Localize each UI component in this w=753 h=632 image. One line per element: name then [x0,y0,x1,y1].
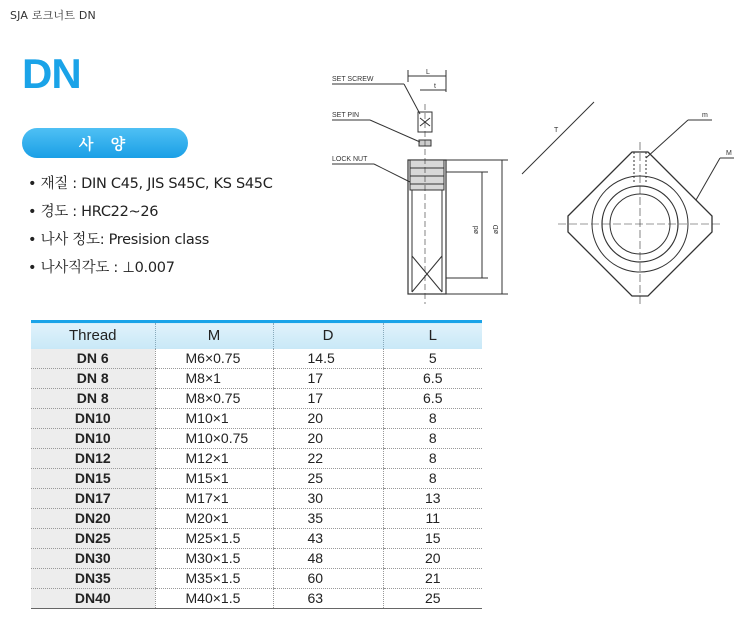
dim-d-label: ød [473,225,480,234]
cell-m: M15×1 [155,469,273,489]
table-row [31,369,482,389]
cell-m: M6×0.75 [155,349,273,369]
cell-thread: DN30 [31,549,155,569]
cell-l: 21 [383,569,482,589]
cell-m: M8×0.75 [155,389,273,409]
cell-l: 8 [383,469,482,489]
cell-thread: DN15 [31,469,155,489]
locknut-drawing [322,64,742,314]
cell-thread: DN17 [31,489,155,509]
table-row [31,569,482,589]
cell-m: M40×1.5 [155,589,273,609]
table-row [31,489,482,509]
cell-l: 6.5 [383,389,482,409]
column-header-thread: Thread [31,322,155,349]
cell-d: 60 [273,569,383,589]
cell-thread: DN12 [31,449,155,469]
table-header-row [31,322,482,349]
cell-m: M8×1 [155,369,273,389]
cell-l: 8 [383,409,482,429]
cell-l: 13 [383,489,482,509]
cell-l: 8 [383,429,482,449]
table-row [31,509,482,529]
cell-m: M20×1 [155,509,273,529]
cell-m: M17×1 [155,489,273,509]
cell-m: M10×1 [155,409,273,429]
cell-thread: DN10 [31,409,155,429]
side-view [332,69,508,304]
dim-m-label: m [702,112,708,119]
cell-d: 20 [273,429,383,449]
column-header-l: L [383,322,482,349]
column-header-d: D [273,322,383,349]
dim-T-label: T [554,127,559,134]
cell-m: M30×1.5 [155,549,273,569]
spec-heading-badge: 사 양 [22,128,188,158]
page-title: DN [22,50,81,97]
dim-L-label: L [426,69,430,76]
cell-l: 25 [383,589,482,609]
cell-thread: DN20 [31,509,155,529]
column-header-m: M [155,322,273,349]
spec-hardness: • 경도 : HRC22~26 [28,202,273,230]
front-view [522,102,734,306]
cell-m: M10×0.75 [155,429,273,449]
cell-d: 17 [273,369,383,389]
cell-d: 22 [273,449,383,469]
table-row [31,549,482,569]
spec-material: • 재질 : DIN C45, JIS S45C, KS S45C [28,174,273,202]
table-row [31,589,482,609]
cell-thread: DN 6 [31,349,155,369]
dim-D-label: øD [493,224,500,234]
cell-m: M35×1.5 [155,569,273,589]
cell-d: 14.5 [273,349,383,369]
cell-thread: DN35 [31,569,155,589]
spec-perpendicularity: • 나사직각도 : ⊥0.007 [28,258,273,286]
table-row [31,389,482,409]
spec-list [28,174,273,286]
set-screw-label: SET SCREW [332,76,374,83]
cell-d: 48 [273,549,383,569]
cell-d: 25 [273,469,383,489]
breadcrumb: SJA 로크너트 DN [10,9,96,22]
table-row [31,449,482,469]
cell-l: 5 [383,349,482,369]
cell-d: 35 [273,509,383,529]
cell-d: 17 [273,389,383,409]
cell-m: M12×1 [155,449,273,469]
cell-l: 20 [383,549,482,569]
cell-thread: DN25 [31,529,155,549]
dim-M-label: M [726,150,732,157]
cell-m: M25×1.5 [155,529,273,549]
cell-thread: DN10 [31,429,155,449]
spec-thread-precision: • 나사 정도: Presision class [28,230,273,258]
table-row [31,469,482,489]
lock-nut-label: LOCK NUT [332,156,368,163]
cell-l: 8 [383,449,482,469]
table-row [31,429,482,449]
cell-l: 15 [383,529,482,549]
set-pin-label: SET PIN [332,112,360,119]
cell-d: 30 [273,489,383,509]
cell-d: 43 [273,529,383,549]
cell-thread: DN 8 [31,369,155,389]
dim-t-label: t [434,83,436,90]
table-row [31,349,482,369]
cell-l: 6.5 [383,369,482,389]
table-row [31,529,482,549]
cell-d: 63 [273,589,383,609]
cell-thread: DN 8 [31,389,155,409]
cell-d: 20 [273,409,383,429]
dimension-table [31,320,482,609]
cell-thread: DN40 [31,589,155,609]
cell-l: 11 [383,509,482,529]
table-row [31,409,482,429]
